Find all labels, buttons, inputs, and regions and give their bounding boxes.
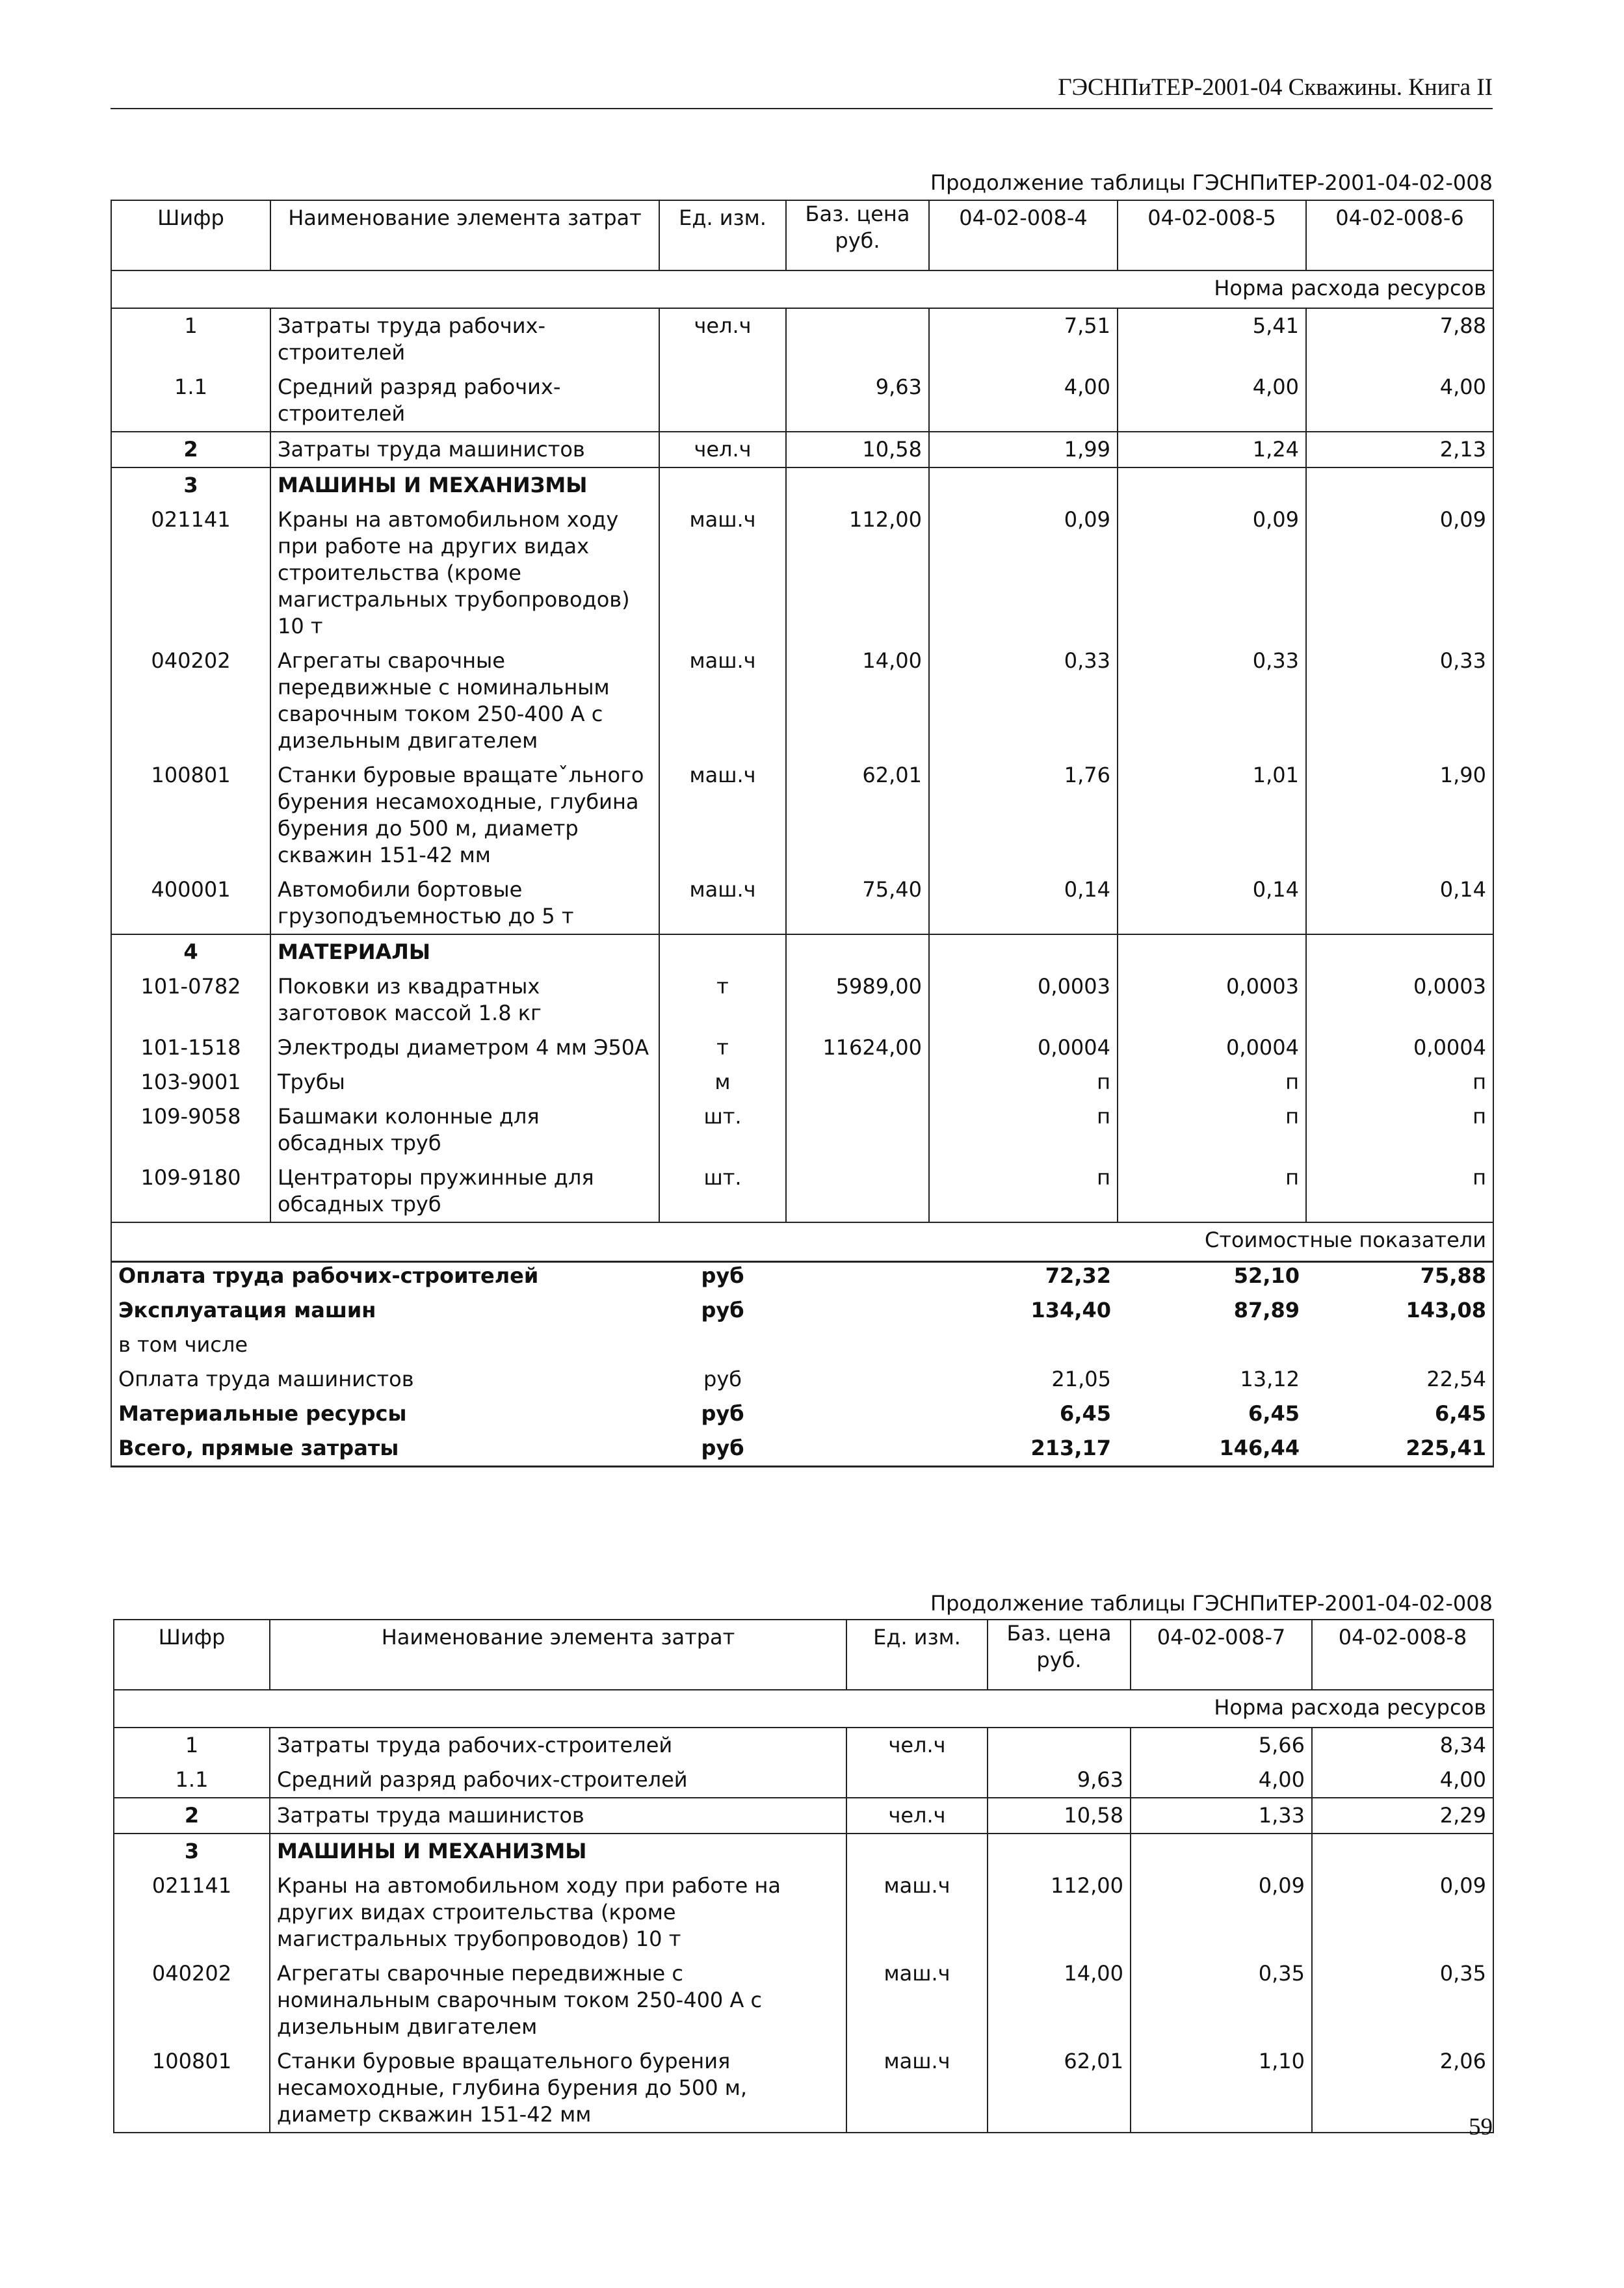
row-price: 10,58 [988, 1798, 1131, 1834]
row-unit: чел.ч [659, 432, 786, 467]
row-v1 [929, 934, 1118, 969]
col-header-price: Баз. цена руб. [786, 200, 929, 270]
row-v3: 2,13 [1306, 432, 1493, 467]
row-v2: 4,00 [1118, 370, 1306, 432]
row-name: МАТЕРИАЛЫ [270, 934, 659, 969]
row-name: Поковки из квадратных заготовок массой 1.8 кг [270, 969, 659, 1031]
table-row [111, 503, 1493, 644]
row-v1: 0,35 [1131, 1956, 1312, 2044]
row-v1: п [929, 1099, 1118, 1161]
summary-v1 [929, 1328, 1118, 1362]
row-price: 9,63 [786, 370, 929, 432]
col-header-code: Шифр [114, 1620, 270, 1690]
row-code: 3 [114, 1834, 270, 1869]
row-v2: 0,0003 [1118, 969, 1306, 1031]
row-v3: 7,88 [1306, 308, 1493, 370]
row-unit [659, 370, 786, 432]
row-v3: 0,14 [1306, 873, 1493, 934]
row-v1: 0,0003 [929, 969, 1118, 1031]
row-name: Затраты труда рабочих-строителей [270, 1728, 846, 1763]
resource-table-1 [111, 200, 1494, 1467]
col-header-code: Шифр [111, 200, 270, 270]
table-row [111, 1031, 1493, 1065]
row-code: 109-9058 [111, 1099, 270, 1161]
col-header-price: Баз. цена руб. [988, 1620, 1131, 1690]
row-name: Центраторы пружинные для обсадных труб [270, 1161, 659, 1222]
row-v2: 4,00 [1312, 1763, 1493, 1798]
row-price [988, 1834, 1131, 1869]
summary-v3: 22,54 [1306, 1362, 1493, 1397]
row-price: 62,01 [786, 758, 929, 873]
row-price [786, 1161, 929, 1222]
row-v2: п [1118, 1161, 1306, 1222]
row-v2: 1,24 [1118, 432, 1306, 467]
table-row [111, 308, 1493, 370]
row-code: 040202 [114, 1956, 270, 2044]
summary-row [111, 1328, 1493, 1362]
summary-v2: 13,12 [1240, 1366, 1300, 1391]
row-v2: 2,06 [1312, 2044, 1493, 2133]
row-name: Агрегаты сварочные передвижные с номинальным сварочным током 250-400 А с дизельным двигателем [270, 1956, 846, 2044]
table-row [111, 467, 1493, 503]
table-row [111, 1099, 1493, 1161]
summary-name: в том числе [111, 1328, 659, 1362]
row-code: 100801 [111, 758, 270, 873]
row-unit: маш.ч [846, 1869, 988, 1956]
summary-v1: 72,32 [929, 1261, 1118, 1293]
row-v2: 5,41 [1118, 308, 1306, 370]
summary-v1: 21,05 [1051, 1366, 1111, 1391]
row-name: МАШИНЫ И МЕХАНИЗМЫ [270, 1834, 846, 1869]
summary-v2 [1118, 1328, 1306, 1362]
row-name: МАШИНЫ И МЕХАНИЗМЫ [270, 467, 659, 503]
summary-v1: 213,17 [929, 1431, 1118, 1467]
row-v2: п [1118, 1099, 1306, 1161]
row-code: 4 [111, 934, 270, 969]
table-row [111, 969, 1493, 1031]
row-v1: 4,00 [929, 370, 1118, 432]
row-code: 1.1 [111, 370, 270, 432]
summary-row [111, 1431, 1493, 1467]
row-unit [846, 1763, 988, 1798]
row-unit: чел.ч [846, 1728, 988, 1763]
table-row [111, 1161, 1493, 1222]
row-unit: маш.ч [659, 758, 786, 873]
row-code: 400001 [111, 873, 270, 934]
row-v3: п [1306, 1161, 1493, 1222]
row-unit [659, 934, 786, 969]
summary-v3: 75,88 [1306, 1261, 1493, 1293]
row-v1 [1131, 1834, 1312, 1869]
summary-v2: 6,45 [1248, 1400, 1300, 1426]
row-v1: 0,14 [929, 873, 1118, 934]
row-v2: 8,34 [1312, 1728, 1493, 1763]
row-code: 100801 [114, 2044, 270, 2133]
row-v2: 2,29 [1312, 1798, 1493, 1834]
table2-continuation-caption: Продолжение таблицы ГЭСНПиТЕР-2001-04-02-008 [930, 1591, 1493, 1616]
row-code: 021141 [111, 503, 270, 644]
row-price [786, 934, 929, 969]
row-price: 112,00 [988, 1869, 1131, 1956]
table-row [114, 1956, 1493, 2044]
row-price [786, 467, 929, 503]
row-price [988, 1728, 1131, 1763]
summary-row [111, 1293, 1493, 1328]
table-row [111, 758, 1493, 873]
summary-name: Эксплуатация машин [111, 1293, 659, 1328]
col-header-name: Наименование элемента затрат [270, 1620, 846, 1690]
row-code: 1 [114, 1728, 270, 1763]
row-v1: 4,00 [1131, 1763, 1312, 1798]
row-unit: т [659, 969, 786, 1031]
table-row [111, 370, 1493, 432]
row-unit [659, 467, 786, 503]
row-v3: 0,0003 [1306, 969, 1493, 1031]
row-unit: маш.ч [659, 503, 786, 644]
row-name: Затраты труда рабочих-строителей [270, 308, 659, 370]
running-header: ГЭСНПиТЕР-2001-04 Скважины. Книга II [111, 73, 1493, 109]
row-unit [846, 1834, 988, 1869]
section-norm-label: Норма расхода ресурсов [114, 1690, 1493, 1728]
row-v1: 0,33 [929, 644, 1118, 758]
summary-v2: 87,89 [1233, 1297, 1300, 1322]
row-v3: п [1306, 1065, 1493, 1099]
row-price [786, 308, 929, 370]
table-row [111, 873, 1493, 934]
col-header-v1: 04-02-008-7 [1131, 1620, 1312, 1690]
row-price: 75,40 [786, 873, 929, 934]
row-v2 [1312, 1834, 1493, 1869]
row-name: Башмаки колонные для обсадных труб [270, 1099, 659, 1161]
col-header-v2: 04-02-008-8 [1312, 1620, 1493, 1690]
summary-v3 [1306, 1328, 1493, 1362]
row-code: 2 [111, 432, 270, 467]
row-code: 2 [114, 1798, 270, 1834]
col-header-unit: Ед. изм. [659, 200, 786, 270]
page-number: 59 [1469, 2114, 1493, 2140]
row-v1: п [929, 1065, 1118, 1099]
summary-v3: 143,08 [1306, 1293, 1493, 1328]
summary-v2: 146,44 [1118, 1431, 1306, 1467]
table-row [114, 2044, 1493, 2133]
summary-unit: руб [701, 1400, 744, 1426]
row-v2: 0,09 [1312, 1869, 1493, 1956]
col-header-name: Наименование элемента затрат [270, 200, 659, 270]
row-v1: 1,10 [1131, 2044, 1312, 2133]
table1-continuation-caption: Продолжение таблицы ГЭСНПиТЕР-2001-04-02-008 [930, 170, 1493, 195]
row-v2 [1118, 467, 1306, 503]
row-code: 101-1518 [111, 1031, 270, 1065]
table-row [111, 934, 1493, 969]
table-header-row [111, 200, 1493, 270]
section-norm-label: Норма расхода ресурсов [111, 270, 1493, 308]
table-row [111, 1065, 1493, 1099]
summary-unit: руб [703, 1366, 742, 1391]
table-row [114, 1834, 1493, 1869]
row-code: 1.1 [114, 1763, 270, 1798]
row-v2: 0,14 [1118, 873, 1306, 934]
row-code: 3 [111, 467, 270, 503]
row-v1: 1,33 [1131, 1798, 1312, 1834]
row-v1: п [929, 1161, 1118, 1222]
col-header-v2: 04-02-008-5 [1118, 200, 1306, 270]
row-v2: 0,09 [1118, 503, 1306, 644]
row-name: Трубы [270, 1065, 659, 1099]
row-v3 [1306, 467, 1493, 503]
row-v2: 0,35 [1312, 1956, 1493, 2044]
row-unit: шт. [659, 1161, 786, 1222]
row-unit: м [659, 1065, 786, 1099]
row-v3: 1,90 [1306, 758, 1493, 873]
summary-name: Оплата труда машинистов [111, 1362, 659, 1397]
row-v2 [1118, 934, 1306, 969]
row-v3 [1306, 934, 1493, 969]
row-name: Станки буровые вращатеˇльного бурения несамоходные, глубина бурения до 500 м, диаметр скважин 151-42 мм [270, 758, 659, 873]
table-row [114, 1728, 1493, 1763]
summary-v3: 6,45 [1306, 1397, 1493, 1431]
summary-v1: 134,40 [1030, 1297, 1111, 1322]
table-row [114, 1798, 1493, 1834]
summary-name: Материальные ресурсы [111, 1397, 659, 1431]
row-v1: 1,99 [929, 432, 1118, 467]
summary-row [111, 1261, 1493, 1293]
row-price: 112,00 [786, 503, 929, 644]
summary-unit: руб [659, 1261, 786, 1293]
row-v1: 7,51 [929, 308, 1118, 370]
row-unit: т [659, 1031, 786, 1065]
row-v2: 0,33 [1118, 644, 1306, 758]
row-unit: чел.ч [659, 308, 786, 370]
row-unit: шт. [659, 1099, 786, 1161]
row-unit: маш.ч [846, 1956, 988, 2044]
row-name: Средний разряд рабочих-строителей [270, 1763, 846, 1798]
section-cost-label: Стоимостные показатели [111, 1222, 1493, 1261]
row-name: Затраты труда машинистов [270, 1798, 846, 1834]
table-row [111, 644, 1493, 758]
row-code: 103-9001 [111, 1065, 270, 1099]
row-name: Краны на автомобильном ходу при работе на других видах строительства (кроме магистральных трубопроводов) 10 т [270, 1869, 846, 1956]
row-name: Автомобили бортовые грузоподъемностью до 5 т [270, 873, 659, 934]
row-price: 10,58 [786, 432, 929, 467]
col-header-v3: 04-02-008-6 [1306, 200, 1493, 270]
col-header-unit: Ед. изм. [846, 1620, 988, 1690]
summary-name: Всего, прямые затраты [111, 1431, 659, 1467]
summary-v1: 6,45 [1060, 1400, 1111, 1426]
row-name: Краны на автомобильном ходу при работе на других видах строительства (кроме магистральных трубопроводов) 10 т [270, 503, 659, 644]
row-name: Станки буровые вращательного бурения несамоходные, глубина бурения до 500 м, диаметр скважин 151-42 мм [270, 2044, 846, 2133]
table-header-row [114, 1620, 1493, 1690]
row-price: 9,63 [988, 1763, 1131, 1798]
summary-row [111, 1397, 1493, 1431]
summary-v2: 52,10 [1118, 1261, 1306, 1293]
row-v1: 1,76 [929, 758, 1118, 873]
row-v1: 0,09 [1131, 1869, 1312, 1956]
row-v1: 5,66 [1131, 1728, 1312, 1763]
row-code: 021141 [114, 1869, 270, 1956]
summary-row [111, 1362, 1493, 1397]
row-name: Агрегаты сварочные передвижные с номинальным сварочным током 250-400 А с дизельным двигателем [270, 644, 659, 758]
summary-name: Оплата труда рабочих-строителей [111, 1261, 659, 1293]
row-price: 5989,00 [786, 969, 929, 1031]
row-v2: п [1118, 1065, 1306, 1099]
row-v1 [929, 467, 1118, 503]
row-code: 101-0782 [111, 969, 270, 1031]
row-name: Электроды диаметром 4 мм Э50А [270, 1031, 659, 1065]
row-v3: 0,33 [1306, 644, 1493, 758]
row-v1: 0,09 [929, 503, 1118, 644]
row-price: 14,00 [988, 1956, 1131, 2044]
row-price [786, 1065, 929, 1099]
resource-table-2 [113, 1619, 1494, 2133]
row-code: 1 [111, 308, 270, 370]
row-unit: маш.ч [846, 2044, 988, 2133]
row-code: 040202 [111, 644, 270, 758]
row-unit: маш.ч [659, 644, 786, 758]
row-price: 11624,00 [786, 1031, 929, 1065]
row-code: 109-9180 [111, 1161, 270, 1222]
row-v2: 1,01 [1118, 758, 1306, 873]
row-price: 14,00 [786, 644, 929, 758]
table-row [114, 1869, 1493, 1956]
row-v1: 0,0004 [929, 1031, 1118, 1065]
row-v3: п [1306, 1099, 1493, 1161]
summary-unit: руб [701, 1297, 744, 1322]
table-row [114, 1763, 1493, 1798]
row-price: 62,01 [988, 2044, 1131, 2133]
row-unit: чел.ч [846, 1798, 988, 1834]
summary-unit: руб [659, 1431, 786, 1467]
row-v3: 4,00 [1306, 370, 1493, 432]
col-header-v1: 04-02-008-4 [929, 200, 1118, 270]
summary-unit [659, 1328, 786, 1362]
row-unit: маш.ч [659, 873, 786, 934]
row-v3: 0,0004 [1306, 1031, 1493, 1065]
table-row [111, 432, 1493, 467]
row-v3: 0,09 [1306, 503, 1493, 644]
row-price [786, 1099, 929, 1161]
summary-v3: 225,41 [1306, 1431, 1493, 1467]
row-name: Средний разряд рабочих-строителей [270, 370, 659, 432]
row-name: Затраты труда машинистов [270, 432, 659, 467]
row-v2: 0,0004 [1118, 1031, 1306, 1065]
